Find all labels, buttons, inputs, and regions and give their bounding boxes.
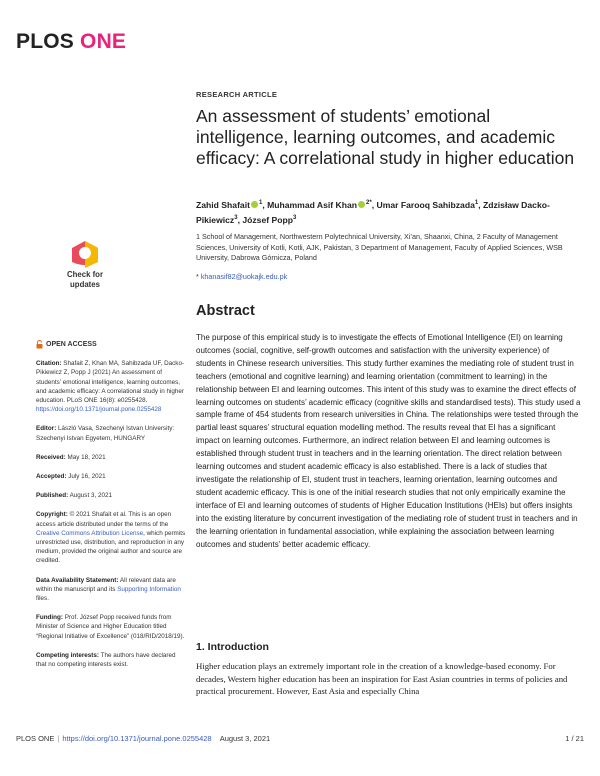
citation-label: Citation: <box>36 360 62 368</box>
footer-left: PLOS ONE | https://doi.org/10.1371/journal.pone.0255428 August 3, 2021 <box>16 734 271 743</box>
copyright-block <box>36 510 186 565</box>
author-affiliation-marker: 1 <box>258 200 263 206</box>
data-availability-block <box>36 576 186 604</box>
logo-plos: PLOS <box>16 30 74 53</box>
article-type: RESEARCH ARTICLE <box>196 90 278 99</box>
email-link[interactable]: khanasif82@uokajk.edu.pk <box>200 272 288 281</box>
author-name: Umar Farooq Sahibzada <box>376 199 475 210</box>
author-affiliation-marker: 2* <box>366 200 372 206</box>
author-name: Muhammad Asif Khan <box>267 199 358 210</box>
supporting-info-link[interactable]: Supporting Information <box>117 585 181 593</box>
competing-interests-text: The authors have declared that no competing interests exist. <box>36 651 176 669</box>
affiliations: 1 School of Management, Northwestern Polytechnical University, Xi’an, Shaanxi, China, 2 Faculty of Management Sciences, University of Kotli, Kotli, AJK, Pakistan, 3 Department of Management, Faculty of Applied Sciences, WSB University, Dabrowa Górnicza, Poland <box>196 232 563 262</box>
introduction-heading: 1. Introduction <box>196 641 269 653</box>
author-affiliation-marker: 1 <box>474 200 479 206</box>
check-updates-dot <box>79 247 91 259</box>
author-affiliation-marker: 3 <box>292 214 297 221</box>
received-date: May 18, 2021 <box>67 453 106 461</box>
page-footer <box>16 734 584 743</box>
article-title: An assessment of students’ emotional intelligence, learning outcomes, and academic efficacy: A correlational study in higher education <box>196 106 575 168</box>
email-marker: * <box>196 272 199 281</box>
published-block <box>36 491 186 500</box>
accepted-date: July 16, 2021 <box>68 473 106 481</box>
accepted-label: Accepted: <box>36 473 67 481</box>
footer-page-number: 1 / 21 <box>565 734 584 743</box>
footer-date: August 3, 2021 <box>219 734 271 743</box>
competing-interests-block <box>36 651 186 669</box>
accepted-block <box>36 472 186 481</box>
footer-journal: PLOS ONE <box>16 734 55 743</box>
introduction-text: Higher education plays an extremely important role in the creation of a knowledge-based economy. For decades, Western higher education has been an inspiration for East Asian countries in terms of policies and practical procurement. However, East Asia and especially China <box>196 661 568 697</box>
editor-label: Editor: <box>36 425 57 433</box>
funding-text: Prof. József Popp received funds from Minister of Science and Higher Education titled “Regional Initiative of Excellence” (018/RID/2018/19). <box>36 614 185 640</box>
data-availability-text-1: All relevant data are within the manuscript and its <box>36 576 176 593</box>
logo-one: ONE <box>80 30 127 53</box>
orcid-icon[interactable] <box>358 201 365 208</box>
abstract-heading: Abstract <box>196 303 255 319</box>
data-availability-label: Data Availability Statement: <box>36 576 119 584</box>
copyright-label: Copyright: <box>36 511 68 519</box>
journal-logo[interactable] <box>16 31 126 52</box>
corresponding-email <box>196 272 287 281</box>
published-date: August 3, 2021 <box>69 492 112 500</box>
competing-interests-label: Competing interests: <box>36 651 99 659</box>
editor-text: László Vasa, Szechenyi Istvan University: Szechenyi Istvan Egyetem, HUNGARY <box>36 425 175 442</box>
open-access-badge <box>36 340 186 349</box>
funding-block <box>36 613 186 641</box>
author-name: József Popp <box>242 214 293 225</box>
author-name: Zahid Shafait <box>196 199 250 210</box>
published-label: Published: <box>36 492 69 500</box>
abstract-text: The purpose of this empirical study is to investigate the effects of Emotional Intelligence (EI) on learning outcomes (social, cognitive, self-growth outcomes and satisfaction with the university experience) of students in Chinese research universities. This study further examines the mediating role of student trust in teachers (emotional and cognitive learning) and learning orientation (commitment to learning) in the relationship between EI and learning outcomes. This intent of this study was to examine the direct effects of learning outcomes on students’ academic efficacy (cognitive skills and standardised tests). This study used a sample frame of 454 students from research universities in China. The relationships were tested through the partial least squares’ structural equation modelling method. The results reveal that EI has a significant impact on learning outcomes. Furthermore, an indirect relation between EI and learning outcomes is established through student trust in teachers and in the learning orientation. The direct relation between learning outcomes and student academic efficacy is also established. There is a lack of studies that investigate the relationship of EI, student trust in teachers, learning orientation, learning outcomes and student academic efficacy. This is one of the initial research studies that not only empirically examine the interface of EI and learning outcomes of students of Higher Education Institutions (HEIs) but offers insights into the existing literature by concurrent investigation of the mediating role of student trust in teachers and in the learning orientation in fundamental association, while explaining the association between learning outcomes and students’ better academic efficacy. <box>196 333 581 549</box>
citation-block <box>36 359 186 414</box>
check-for-updates-icon[interactable] <box>60 238 110 300</box>
open-access-label: OPEN ACCESS <box>46 341 97 348</box>
check-for-updates-label[interactable]: Check for updates <box>67 270 103 289</box>
citation-text: Shafait Z, Khan MA, Sahibzada UF, Dacko-Pikiewicz Z, Popp J (2021) An assessment of students’ emotional intelligence, learning outcomes, and academic efficacy: A correlational study in higher education. PLoS ONE 16(8): e0255428. <box>36 360 185 405</box>
orcid-icon[interactable] <box>251 201 258 208</box>
author-affiliation-marker: 3 <box>234 214 238 221</box>
article-sidebar <box>36 340 186 679</box>
open-lock-icon <box>36 340 43 349</box>
editor-block <box>36 424 186 442</box>
received-label: Received: <box>36 453 66 461</box>
author-list: Zahid Shafait $^1$, Muhammad Asif Khan $^{2*}$, Umar Farooq Sahibzada$^1$, Zdzisław Dacko-Pikiewicz$^3$, József Popp$^3$ <box>196 199 550 225</box>
footer-doi-link[interactable]: https://doi.org/10.1371/journal.pone.0255428 <box>62 734 212 743</box>
copyright-text-2: , which permits unrestricted use, distribution, and reproduction in any medium, provided the original author and source are credited. <box>36 529 186 565</box>
license-link[interactable]: Creative Commons Attribution License <box>36 529 144 537</box>
data-availability-text-2: files. <box>36 595 49 603</box>
funding-label: Funding: <box>36 614 63 622</box>
received-block <box>36 453 186 462</box>
author-name: Zdzisław Dacko-Pikiewicz <box>196 199 550 225</box>
citation-doi-link[interactable]: https://doi.org/10.1371/journal.pone.0255428 <box>36 406 162 414</box>
copyright-text-1: © 2021 Shafait et al. This is an open access article distributed under the terms of the <box>36 511 172 528</box>
